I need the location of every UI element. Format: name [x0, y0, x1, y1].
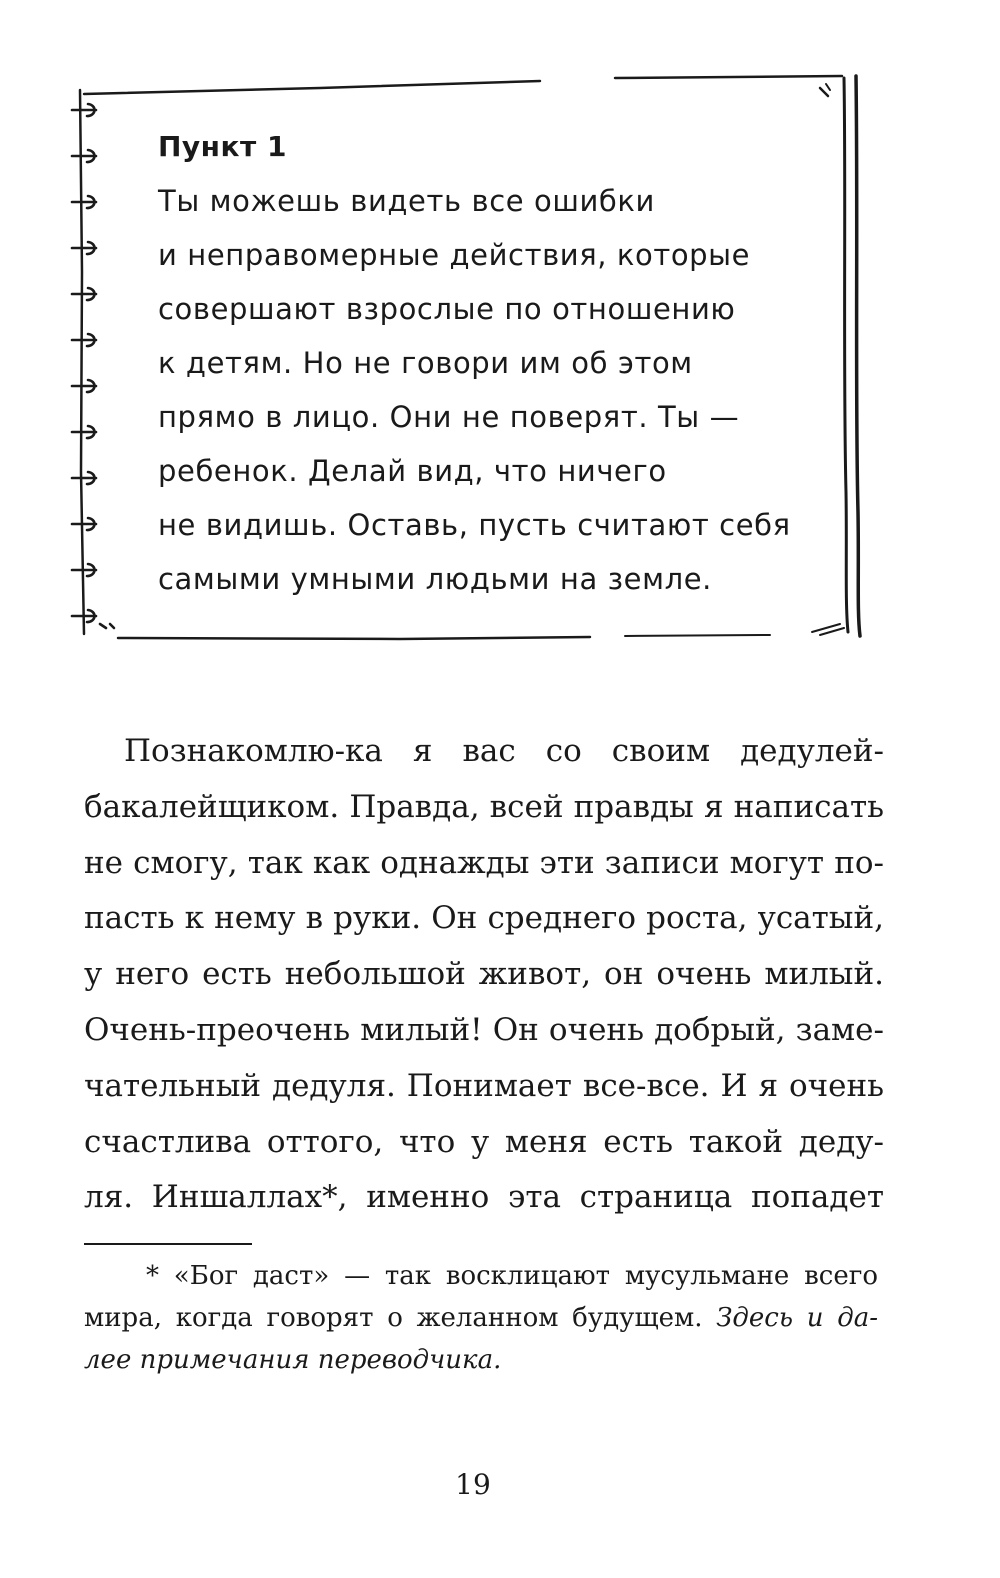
body-line: ля. Иншаллах*, именно эта страница попадет [84, 1179, 884, 1216]
footnote-line [84, 1339, 878, 1381]
note-text [158, 174, 848, 606]
footnote-italic: Здесь и да- [716, 1303, 878, 1333]
body-line: счастлива оттого, что у меня есть такой деду- [84, 1123, 884, 1160]
note-line: совершают взрослые по отношению [158, 292, 736, 326]
footnote-divider [84, 1243, 252, 1245]
body-line: пасть к нему в руки. Он среднего роста, усатый, [84, 900, 884, 937]
note-line: ребенок. Делай вид, что ничего [158, 454, 667, 488]
footnote-line [84, 1297, 878, 1339]
body-line: Познакомлю-ка я вас со своим дедулей- [124, 733, 884, 769]
body-line: Очень-преочень милый! Он очень добрый, заме- [84, 1011, 884, 1048]
page-number: 19 [455, 1468, 491, 1501]
note-line: не видишь. Оставь, пусть считают себя [158, 508, 791, 542]
note-line: прямо в лицо. Они не поверят. Ты — [158, 400, 740, 434]
body-line: чательный дедуля. Понимает все-все. И я очень [84, 1067, 884, 1104]
note-line: и неправомерные действия, которые [158, 238, 751, 272]
footnote-text: мира, когда говорят о желанном будущем. [84, 1303, 717, 1333]
body-line: у него есть небольшой живот, он очень милый. [84, 956, 884, 993]
note-line: самыми умными людьми на земле. [158, 562, 712, 596]
footnote-italic: лее примечания переводчика. [84, 1345, 502, 1375]
footnote [84, 1255, 878, 1381]
note-line: Ты можешь видеть все ошибки [158, 184, 655, 218]
body-paragraph [84, 724, 884, 1226]
note-title: Пункт 1 [158, 130, 287, 163]
body-line: не смогу, так как однажды эти записи могут по- [84, 844, 884, 881]
notebook-box [70, 72, 862, 644]
note-line: к детям. Но не говори им об этом [158, 346, 693, 380]
body-line: бакалейщиком. Правда, всей правды я написать [84, 788, 884, 825]
footnote-line: * «Бог даст» — так восклицают мусульмане всего [146, 1261, 878, 1291]
